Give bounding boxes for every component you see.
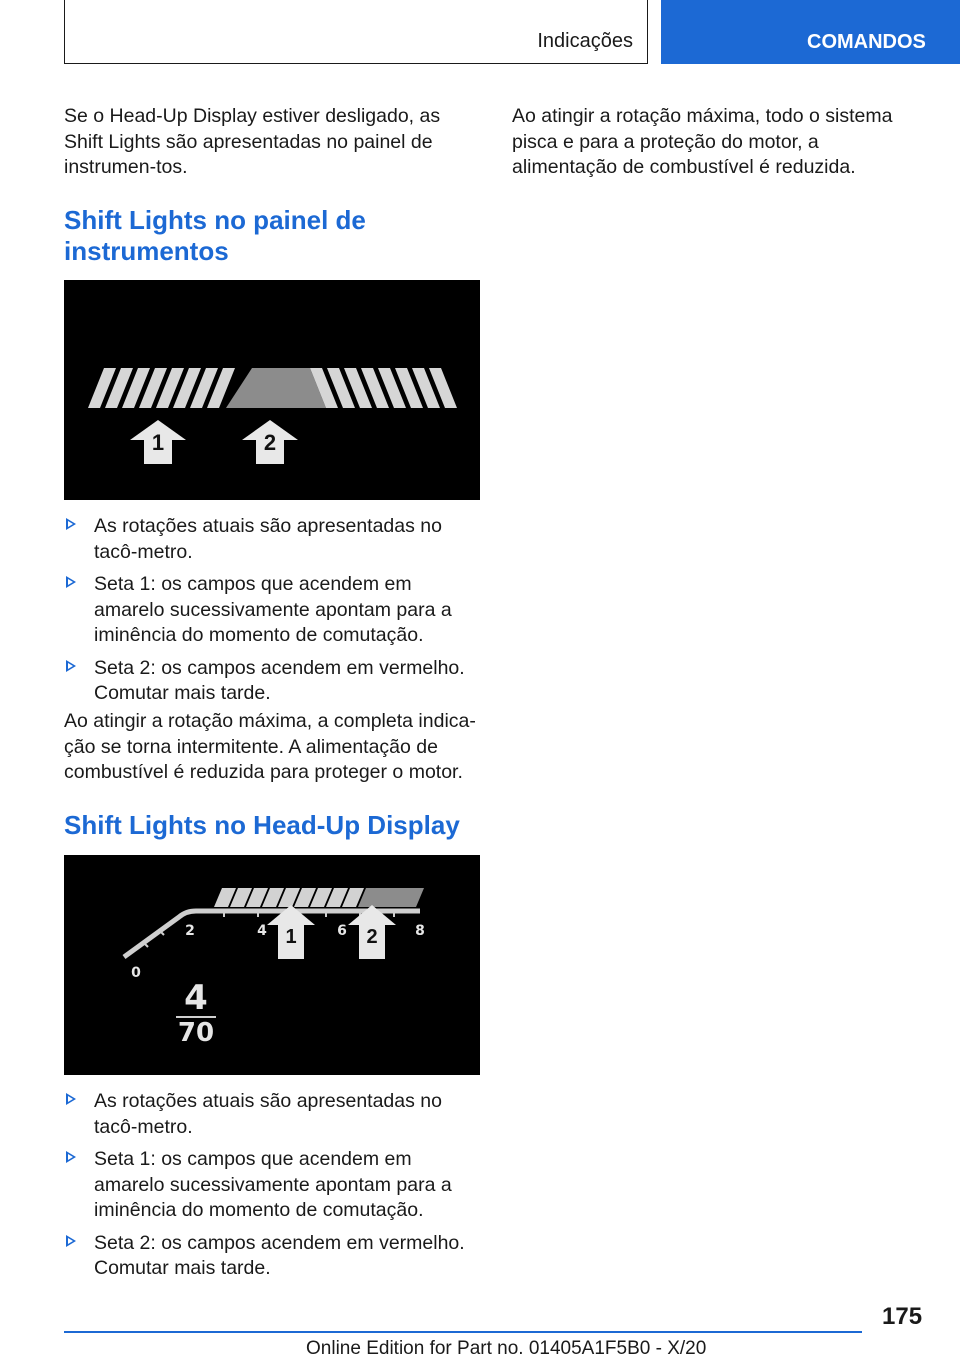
list-item: Seta 2: os campos acendem em vermelho. Comutar mais tarde. (64, 1231, 479, 1282)
header-chapter-title: COMANDOS (807, 31, 926, 53)
section-heading-instrument-panel: Shift Lights no painel de instrumentos (64, 205, 366, 266)
arrow-1-icon (130, 420, 186, 464)
list-item: Seta 1: os campos que acendem em amarelo sucessivamente apontam para a iminência do momento de comutação. (64, 572, 479, 649)
shift-light-center-field (226, 368, 326, 408)
hud-tachometer-illustration (64, 855, 480, 1075)
right-column-block (512, 104, 927, 181)
right-paragraph: Ao atingir a rotação máxima, todo o sistema pisca e para a proteção do motor, a alimentação de combustível é reduzida. (512, 105, 893, 178)
hud-speed-readout: 70 (177, 1018, 215, 1048)
hud-scale-label-6: 6 (337, 923, 347, 939)
triangle-bullet-icon (66, 518, 76, 530)
list-item: Seta 2: os campos acendem em vermelho. Comutar mais tarde. (64, 656, 479, 707)
paragraph-block-1 (64, 709, 479, 786)
intro-paragraph: Se o Head-Up Display estiver desligado, as Shift Lights são apresentadas no painel de instrumen-tos. (64, 105, 441, 178)
shift-light-segments-right (310, 368, 457, 408)
shift-lights-bar-illustration (64, 280, 480, 500)
triangle-bullet-icon (66, 1151, 76, 1163)
bullet-list-1 (64, 514, 479, 707)
list-block-1 (64, 514, 479, 707)
hud-scale-label-4: 4 (257, 923, 267, 939)
triangle-bullet-icon (66, 660, 76, 672)
list-block-2 (64, 1089, 479, 1282)
heading-block-2 (64, 810, 484, 841)
header-section-title: Indicações (537, 30, 633, 52)
list-item: As rotações atuais são apresentadas no tacô-metro. (64, 514, 479, 565)
hud-scale-label-2: 2 (185, 923, 195, 939)
arrow-2-label: 2 (263, 430, 277, 455)
hud-scale-label-0: 0 (131, 965, 141, 981)
figure-head-up-display-shift-lights (64, 855, 480, 1075)
intro-block (64, 104, 479, 181)
hud-shift-light-segments (214, 888, 364, 907)
triangle-bullet-icon (66, 1093, 76, 1105)
arrow-1-label: 1 (151, 430, 165, 455)
triangle-bullet-icon (66, 576, 76, 588)
shift-light-segments-left (88, 368, 235, 408)
footer-divider (64, 1331, 862, 1333)
footer-edition-text: Online Edition for Part no. 01405A1F5B0 - X/20 (306, 1338, 707, 1359)
hud-gear-indicator: 4 (184, 978, 208, 1018)
page-number: 175 (882, 1303, 923, 1330)
figure-instrument-panel-shift-lights (64, 280, 480, 500)
heading-block-1 (64, 205, 479, 267)
arrow-1-label: 1 (285, 926, 297, 948)
bullet-list-2 (64, 1089, 479, 1282)
header-chapter-tab (661, 0, 960, 64)
arrow-2-label: 2 (366, 926, 378, 948)
max-rpm-paragraph: Ao atingir a rotação máxima, a completa indica-ção se torna intermitente. A alimentação de combustível é reduzida para proteger o motor. (64, 710, 476, 783)
list-item: Seta 1: os campos que acendem em amarelo sucessivamente apontam para a iminência do momento de comutação. (64, 1147, 479, 1224)
list-item: As rotações atuais são apresentadas no tacô-metro. (64, 1089, 479, 1140)
header-section-box (64, 0, 648, 64)
hud-scale-label-8: 8 (415, 923, 425, 939)
hud-shift-light-end-field (358, 888, 424, 907)
triangle-bullet-icon (66, 1235, 76, 1247)
arrow-2-icon (242, 420, 298, 464)
section-heading-head-up-display: Shift Lights no Head-Up Display (64, 810, 460, 840)
